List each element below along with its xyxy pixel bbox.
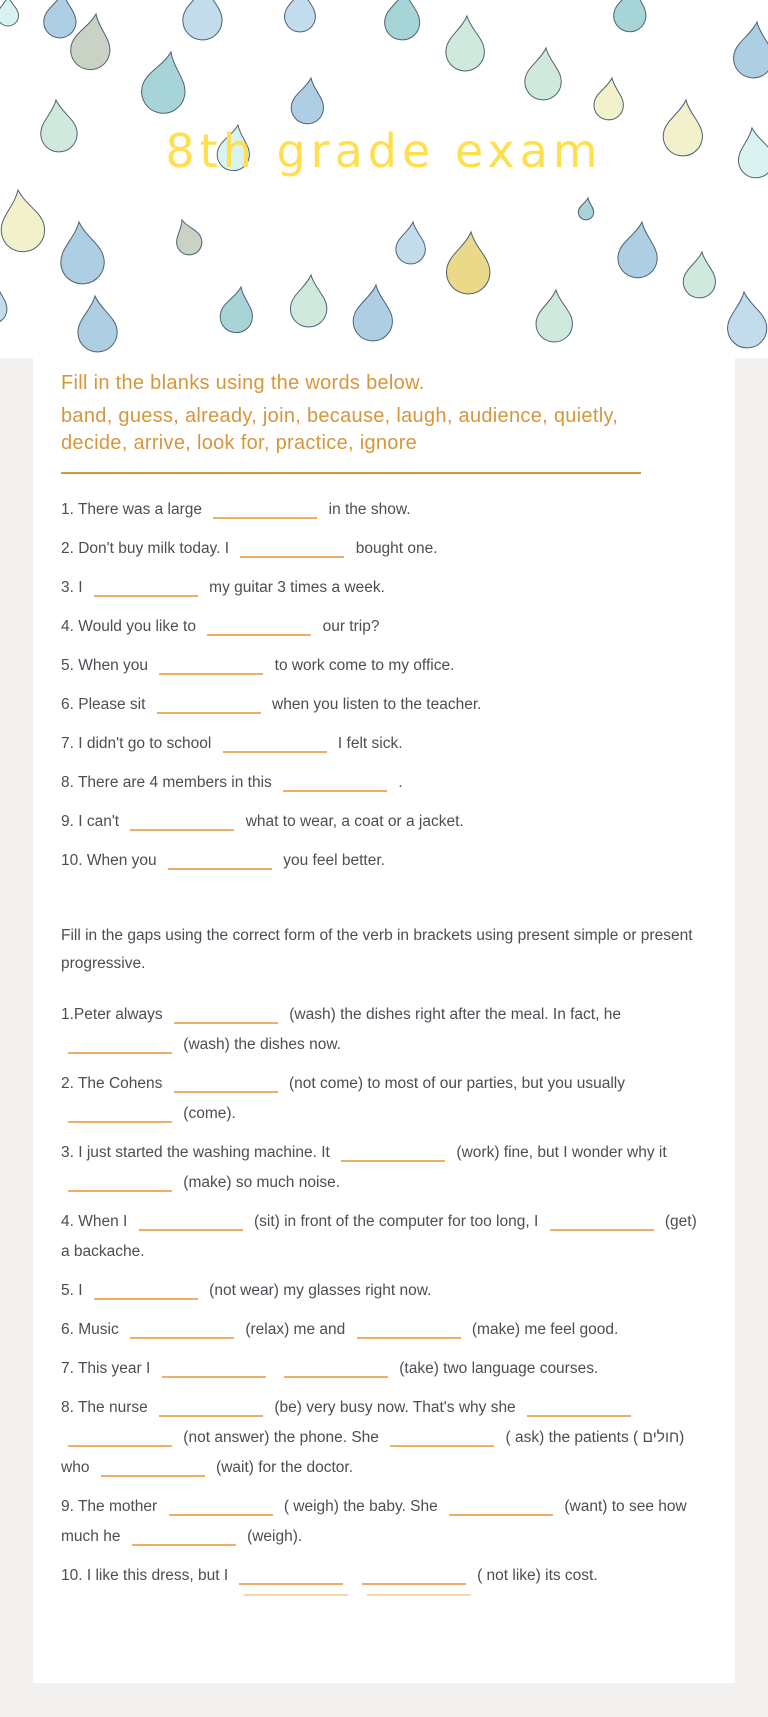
question-text: (come).	[179, 1105, 236, 1122]
question-text: what to wear, a coat or a jacket.	[241, 813, 464, 830]
question-text: (weigh).	[242, 1528, 303, 1545]
question-text: my guitar 3 times a week.	[204, 579, 385, 596]
question	[61, 1315, 707, 1345]
worksheet-header-image	[0, 0, 768, 358]
word-bank: band, guess, already, join, because, laugh, audience, quietly, decide, arrive, look for, practice, ignore	[61, 405, 619, 454]
divider	[61, 472, 641, 474]
section1-questions	[61, 495, 707, 876]
question-text: 1.Peter always	[61, 1006, 167, 1023]
question-text	[350, 1567, 354, 1584]
answer-blank[interactable]	[159, 1399, 263, 1417]
answer-blank[interactable]	[550, 1213, 654, 1231]
question-text: 8. There are 4 members in this	[61, 774, 277, 791]
answer-blank[interactable]	[213, 501, 317, 519]
answer-blank[interactable]	[357, 1321, 461, 1339]
question-text: in the show.	[324, 501, 411, 518]
question	[61, 1276, 707, 1306]
question-text: (be) very busy now. That's why she	[270, 1399, 520, 1416]
answer-blank[interactable]	[174, 1006, 278, 1024]
question	[61, 846, 707, 876]
question-text: bought one.	[351, 540, 438, 557]
question-text: our trip?	[318, 618, 380, 635]
question-text: ( weigh) the baby. She	[279, 1498, 443, 1515]
raindrop-icon	[0, 187, 47, 254]
question-text: when you listen to the teacher.	[267, 696, 482, 713]
raindrop-icon	[682, 251, 718, 300]
question	[61, 651, 707, 681]
raindrop-icon	[352, 283, 396, 342]
question-text: 7. This year I	[61, 1360, 155, 1377]
answer-blank[interactable]	[223, 735, 327, 753]
question-text: (wash) the dishes right after the meal. In fact, he	[284, 1006, 621, 1023]
answer-blank[interactable]	[159, 657, 263, 675]
question-text: 9. The mother	[61, 1498, 162, 1515]
answer-blank[interactable]	[283, 774, 387, 792]
question	[61, 1207, 707, 1267]
question	[61, 1492, 707, 1552]
question-text: (want) to see how much he	[61, 1498, 687, 1545]
answer-blank[interactable]	[239, 1567, 343, 1585]
raindrop-icon	[182, 0, 225, 41]
raindrop-icon	[289, 76, 327, 126]
question-text: ( ask) the patients ( חולים) who	[61, 1429, 685, 1476]
question	[61, 1393, 707, 1483]
raindrop-icon	[42, 0, 79, 39]
raindrop-icon	[445, 15, 486, 72]
raindrop-icon	[138, 48, 192, 117]
question-text: 3. I	[61, 579, 87, 596]
question	[61, 690, 707, 720]
raindrop-icon	[577, 197, 595, 221]
question-text: ( not like) its cost.	[472, 1567, 598, 1584]
answer-blank[interactable]	[132, 1528, 236, 1546]
question-text: (not answer) the phone. She	[179, 1429, 384, 1446]
question-text: (sit) in front of the computer for too long, I	[249, 1213, 543, 1230]
answer-blank[interactable]	[449, 1498, 553, 1516]
answer-blank[interactable]	[68, 1105, 172, 1123]
raindrop-icon	[0, 0, 18, 26]
raindrop-icon	[0, 280, 11, 326]
question	[61, 807, 707, 837]
answer-blank[interactable]	[174, 1075, 278, 1093]
question	[61, 1000, 707, 1060]
question-text: to work come to my office.	[270, 657, 455, 674]
answer-blank[interactable]	[168, 852, 272, 870]
answer-blank[interactable]	[68, 1429, 172, 1447]
raindrop-icon	[445, 230, 493, 295]
question-text: 5. When you	[61, 657, 153, 674]
answer-blank[interactable]	[130, 1321, 234, 1339]
answer-blank[interactable]	[284, 1360, 388, 1378]
question-text: (make) me feel good.	[467, 1321, 619, 1338]
raindrop-icon	[395, 221, 428, 265]
question-text: 9. I can't	[61, 813, 124, 830]
raindrop-icon	[612, 0, 650, 34]
question-text: 4. Would you like to	[61, 618, 201, 635]
page-margin	[0, 358, 768, 1683]
raindrop-icon	[289, 274, 329, 328]
question	[61, 768, 707, 798]
section1-instruction: Fill in the blanks using the words below.	[61, 372, 425, 394]
question	[61, 1354, 707, 1384]
section2-instruction: Fill in the gaps using the correct form of the verb in brackets using present simple or present progressive.	[61, 927, 693, 972]
question	[61, 729, 707, 759]
question-text: I felt sick.	[333, 735, 403, 752]
question-text: 10. When you	[61, 852, 161, 869]
raindrop-icon	[383, 0, 422, 41]
answer-blank[interactable]	[240, 540, 344, 558]
question-text: (make) so much noise.	[179, 1174, 341, 1191]
answer-blank[interactable]	[94, 579, 198, 597]
raindrop-icon	[523, 46, 564, 101]
raindrop-icon	[535, 289, 574, 343]
answer-blank[interactable]	[207, 618, 311, 636]
question-text: 6. Music	[61, 1321, 124, 1338]
raindrop-icon	[616, 220, 662, 280]
answer-blank[interactable]	[94, 1282, 198, 1300]
question-text: 3. I just started the washing machine. It	[61, 1144, 335, 1161]
answer-blank[interactable]	[362, 1567, 466, 1585]
question	[61, 1138, 707, 1198]
question-text: (wash) the dishes now.	[179, 1036, 341, 1053]
answer-blank[interactable]	[169, 1498, 273, 1516]
question	[61, 534, 707, 564]
question-text: (take) two language courses.	[394, 1360, 599, 1377]
answer-blank[interactable]	[139, 1213, 243, 1231]
question-text: 10. I like this dress, but I	[61, 1567, 233, 1584]
question-text: (work) fine, but I wonder why it	[452, 1144, 667, 1161]
answer-blank[interactable]	[130, 813, 234, 831]
answer-blank[interactable]	[157, 696, 261, 714]
raindrop-icon	[75, 295, 118, 354]
answer-blank[interactable]	[162, 1360, 266, 1378]
worksheet-card	[33, 358, 735, 1683]
question-text: 8. The nurse	[61, 1399, 153, 1416]
question-text: 4. When I	[61, 1213, 132, 1230]
question-text: (not wear) my glasses right now.	[204, 1282, 432, 1299]
question	[61, 612, 707, 642]
raindrop-icon	[57, 220, 106, 286]
raindrop-icon	[170, 216, 205, 258]
question-text: 7. I didn't go to school	[61, 735, 216, 752]
question-text: (get) a backache.	[61, 1213, 697, 1260]
question	[61, 495, 707, 525]
answer-blank[interactable]	[341, 1144, 445, 1162]
question-text: (relax) me and	[241, 1321, 350, 1338]
answer-blank[interactable]	[390, 1429, 494, 1447]
question-text: .	[394, 774, 403, 791]
question-text	[273, 1360, 277, 1377]
raindrop-icon	[592, 76, 626, 121]
question-text: 2. The Cohens	[61, 1075, 167, 1092]
raindrop-icon	[732, 20, 768, 80]
question-text: 1. There was a large	[61, 501, 207, 518]
raindrop-pattern	[0, 0, 768, 358]
question	[61, 573, 707, 603]
question-text: you feel better.	[278, 852, 385, 869]
question	[61, 1561, 707, 1591]
question	[61, 1069, 707, 1129]
question-text: 2. Don't buy milk today. I	[61, 540, 234, 557]
question-text: 5. I	[61, 1282, 87, 1299]
answer-blank[interactable]	[527, 1399, 631, 1417]
raindrop-icon	[218, 284, 257, 334]
raindrop-icon	[284, 0, 318, 33]
question-text: (not come) to most of our parties, but you usually	[284, 1075, 625, 1092]
answer-blank[interactable]	[101, 1459, 205, 1477]
answer-blank[interactable]	[68, 1036, 172, 1054]
question-text: (wait) for the doctor.	[211, 1459, 354, 1476]
question-text: 6. Please sit	[61, 696, 150, 713]
answer-blank[interactable]	[68, 1174, 172, 1192]
worksheet-title: 8th grade exam	[165, 124, 603, 178]
section2-questions	[61, 1000, 707, 1591]
raindrop-icon	[724, 290, 768, 349]
